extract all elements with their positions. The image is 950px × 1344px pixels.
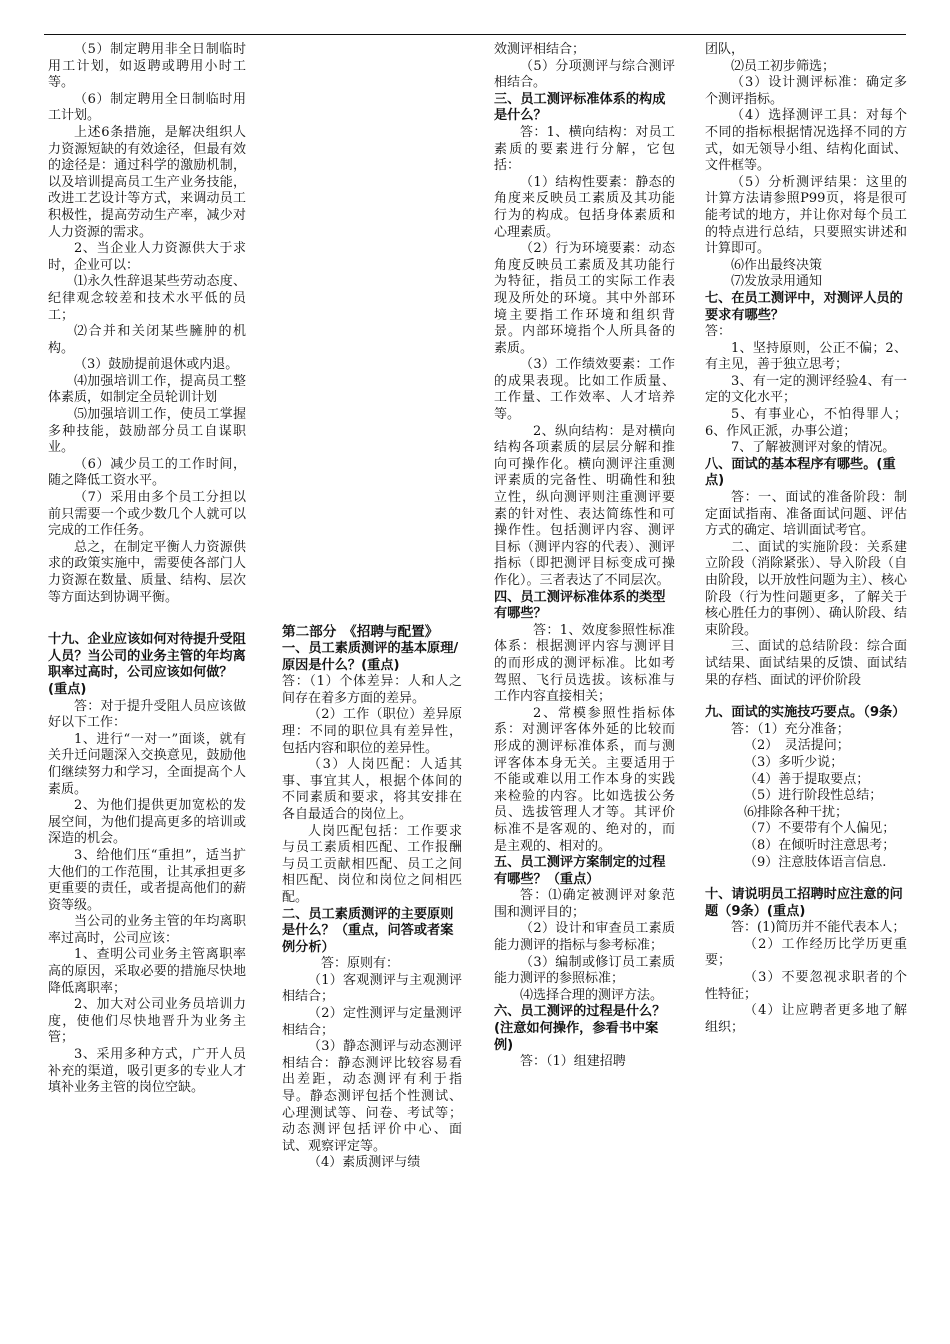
body-paragraph: 答：⑴确定被测评对象范围和测评目的； — [494, 888, 675, 920]
body-paragraph: 总之，在制定平衡人力资源供求的政策实施中，需要使各部门人力资源在数量、质量、结构、层次等方面达到协调平衡。 — [48, 539, 246, 605]
body-paragraph: 答：对于提升受阻人员应该做好以下工作： — [48, 698, 246, 731]
body-paragraph: 3、给他们压“重担”，适当扩大他们的工作范围，让其承担更多更重要的责任，或者提高他们的薪资等级。 — [48, 847, 246, 913]
body-paragraph: （2）设计和审查员工素质能力测评的指标与参考标准； — [494, 921, 675, 954]
body-paragraph: （3）鼓励提前退休或内退。 — [74, 357, 239, 373]
body-paragraph: （4）善于提取要点； — [744, 771, 870, 787]
body-paragraph: ⑹作出最终决策 — [731, 257, 823, 273]
body-paragraph: 效测评相结合； — [494, 42, 586, 57]
question-heading: 十九、企业应该如何对待提升受阻人员？当公司的业务主管的年均离职率过高时，公司应该如何做？(重点) — [48, 632, 246, 697]
body-paragraph: 答：(1)简历并不能代表本人； — [731, 920, 906, 936]
body-paragraph: 答：1、横向结构：对员工素质的要素进行分解，它包括： — [494, 124, 675, 174]
body-paragraph: 7、了解被测评对象的情况。 — [731, 440, 896, 456]
paragraph-gap — [705, 689, 907, 705]
body-paragraph: （3）工作绩效要素：工作的成果表现。比如工作质量、工作量、工作效率、人才培养等。 — [494, 357, 675, 423]
body-paragraph: （7）不要带有个人偏见； — [744, 821, 896, 837]
body-paragraph: ⑵合并和关闭某些臃肿的机构。 — [48, 324, 246, 356]
body-paragraph: （8）在倾听时注意思考； — [744, 837, 896, 853]
body-paragraph: （3）多听少说； — [744, 754, 844, 770]
body-paragraph: 上述6条措施，是解决组织人力资源短缺的有效途径，但最有效的途径是：通过科学的激励机制，以及培训提高员工生产业务技能，改进工艺设计等方式，来调动员工积极性，提高劳动生产率，减少对人力资源的需求。 — [48, 124, 246, 240]
body-paragraph: （4）让应聘者更多地了解组织； — [705, 1003, 907, 1035]
body-paragraph: （2）工作经历比学历更重要； — [705, 936, 907, 969]
body-paragraph: （1）客观测评与主观测评相结合； — [282, 972, 462, 1005]
body-paragraph: 当公司的业务主管的年均离职率过高时，公司应该： — [48, 914, 246, 946]
body-paragraph: （5）制定聘用非全日制临时用工计划，如返聘或聘用小时工等。 — [48, 42, 246, 91]
body-paragraph: （4）素质测评与绩 — [308, 1155, 421, 1171]
header-rule — [44, 34, 906, 35]
body-paragraph: 团队， — [705, 42, 745, 57]
body-paragraph: ⑸加强培训工作，使员工掌握多种技能，鼓励部分员工自谋职业。 — [48, 407, 246, 456]
body-paragraph: 2、纵向结构：是对横向结构各项素质的层层分解和推向可操作化。横向测评注重测评素质的完备性、明确性和独立性，纵向测评则注重测评要素的针对性、表达简练性和可操作性。包括测评内容、测评目标（测评内容的代表）、测评指标（即把测评目标变成可操作化）。三者表达了不同层次。 — [494, 423, 675, 588]
question-heading: 三、员工测评标准体系的构成是什么？ — [494, 91, 666, 124]
text-column-3 — [494, 42, 675, 1071]
paragraph-gap — [48, 606, 246, 632]
body-paragraph: （2）工作（职位）差异原理：不同的职位具有差异性，包括内容和职位的差异性。 — [282, 707, 462, 756]
text-column-4 — [705, 42, 907, 1036]
body-paragraph: （5）分项测评与综合测评相结合。 — [494, 58, 675, 91]
body-paragraph: （3）不要忽视求职者的个性特征； — [705, 970, 907, 1002]
body-paragraph: 答：（1）组建招聘 — [520, 1054, 626, 1070]
question-heading: 一、员工素质测评的基本原理/原因是什么？(重点) — [282, 641, 459, 673]
body-paragraph: 答：（1）充分准备； — [731, 721, 850, 737]
body-paragraph: （4）选择测评工具：对每个不同的指标根据情况选择不同的方式，如无领导小组、结构化面试、文件框等。 — [705, 108, 907, 174]
question-heading: 八、面试的基本程序有哪些。(重点) — [705, 456, 896, 489]
body-paragraph: （5）分析测评结果：这里的计算方法请参照P99页，将是很可能考试的地方，并让你对每个员工的特点进行总结，只要照实讲述和计算即可。 — [705, 174, 907, 257]
body-paragraph: 答： — [705, 324, 732, 340]
question-heading: 五、员工测评方案制定的过程有哪些？（重点） — [494, 855, 666, 887]
body-paragraph: 答：1、效度参照性标准体系：根据测评内容与测评目的而形成的测评标准。比如考驾照、飞行员选拔。该标准与工作内容直接相关； — [494, 622, 675, 705]
body-paragraph: （2） 灵活提问； — [744, 738, 850, 754]
body-paragraph: 二、面试的实施阶段：关系建立阶段（消除紧张）、导入阶段（自由阶段，以开放性问题为主）、核心阶段（行为性问题更多，了解关于核心胜任力的事例）、确认阶段、结束阶段。 — [705, 539, 907, 638]
body-paragraph: （3）静态测评与动态测评相结合：静态测评比较容易看出差距，动态测评有利于指导。静态测评包括个性测试、心理测试等、问卷、考试等；动态测评包括评价中心、面试、观察评定等。 — [282, 1039, 462, 1154]
body-paragraph: ⑷加强培训工作，提高员工整体素质，如制定全员轮训计划 — [48, 373, 246, 406]
column-spacer — [282, 42, 462, 624]
body-paragraph: （1）结构性要素：静态的角度来反映员工素质及其功能行为的构成。包括身体素质和心理素质。 — [494, 174, 675, 240]
body-paragraph: 2、加大对公司业务员培训力度，使他们尽快地晋升为业务主管； — [48, 997, 246, 1046]
body-paragraph: ⑹排除各种干扰； — [744, 804, 849, 820]
body-paragraph: （5）进行阶段性总结； — [744, 788, 883, 804]
question-heading: 七、在员工测评中，对测评人员的要求有哪些？ — [705, 290, 903, 323]
body-paragraph: （9）注意肢体语言信息. — [744, 854, 887, 870]
text-column-1 — [48, 42, 246, 1097]
body-paragraph: 3、采用多种方式，广开人员补充的渠道，吸引更多的专业人才填补业务主管的岗位空缺。 — [48, 1047, 246, 1096]
body-paragraph: （2）行为环境要素：动态角度反映员工素质及其功能行为特征，指员工的实际工作表现及所处的环境。其中外部环境主要指工作环境和组织背景。内部环境指个人所具备的素质。 — [494, 241, 675, 356]
question-heading: 四、员工测评标准体系的类型有哪些？ — [494, 589, 666, 622]
body-paragraph: 1、进行“一对一”面谈，就有关升迁问题深入交换意见，鼓励他们继续努力和学习，全面提高个人素质。 — [48, 731, 246, 797]
body-paragraph: 2、常模参照性指标体系：对测评客体外延的比较而形成的测评标准体系，而与测评客体本身无关。主要适用于不能或难以用工作本身的实践来检验的内容。比如选拔公务员、选拔管理人才等。其评价标准不是客观的、绝对的，而是主观的、相对的。 — [494, 705, 675, 854]
body-paragraph: ⑵员工初步筛选； — [731, 58, 836, 74]
body-paragraph: （6）减少员工的工作时间，随之降低工资水平。 — [48, 456, 246, 489]
body-paragraph: 2、为他们提供更加宽松的发展空间，为他们提高更多的培训或深造的机会。 — [48, 798, 246, 847]
body-paragraph: （6）制定聘用全日制临时用工计划。 — [48, 91, 246, 124]
body-paragraph: 1、坚持原则，公正不偏；2、有主见，善于独立思考； — [705, 340, 907, 373]
body-paragraph: ⑷选择合理的测评方法。 — [520, 987, 664, 1003]
body-paragraph: 2、当企业人力资源供大于求时，企业可以： — [48, 241, 246, 273]
body-paragraph: 3、有一定的测评经验4、有一定的文化水平； — [705, 373, 907, 406]
question-heading: 二、员工素质测评的主要原则是什么？（重点，问答或者案例分析） — [282, 906, 454, 955]
body-paragraph: ⑴永久性辞退某些劳动态度、纪律观念较差和技术水平低的员工； — [48, 274, 246, 323]
question-heading: 十、请说明员工招聘时应注意的问题（9条）(重点) — [705, 887, 903, 919]
body-paragraph: （3）人岗匹配：人适其事、事宜其人，根据个体间的不同素质和要求，将其安排在各自最适合的岗位上。 — [282, 757, 462, 822]
body-paragraph: 5、有事业心，不怕得罪人；6、作风正派，办事公道； — [705, 407, 907, 439]
paragraph-gap — [705, 871, 907, 887]
body-paragraph: 答：（1）个体差异：人和人之间存在着多方面的差异。 — [282, 674, 462, 706]
body-paragraph: ⑺发放录用通知 — [731, 274, 823, 290]
question-heading: 六、员工测评的过程是什么？(注意如何操作，参看书中案例) — [494, 1004, 666, 1053]
body-paragraph: （7）采用由多个员工分担以前只需要一个或少数几个人就可以完成的工作任务。 — [48, 490, 246, 539]
body-paragraph: 人岗匹配包括：工作要求与员工素质相匹配、工作报酬与员工贡献相匹配、员工之间相匹配、岗位和岗位之间相匹配。 — [282, 823, 462, 905]
body-paragraph: 三、面试的总结阶段：综合面试结果、面试结果的反馈、面试结果的存档、面试的评价阶段 — [705, 639, 907, 688]
body-paragraph: 答：一、面试的准备阶段：制定面试指南、准备面试问题、评估方式的确定、培训面试考官。 — [705, 490, 907, 539]
body-paragraph: 答：原则有： — [321, 956, 400, 972]
body-paragraph: （2）定性测评与定量测评相结合； — [282, 1006, 462, 1038]
body-paragraph: （3）设计测评标准：确定多个测评指标。 — [705, 75, 907, 107]
body-paragraph: 1、查明公司业务主管离职率高的原因，采取必要的措施尽快地降低离职率； — [48, 947, 246, 996]
question-heading: 九、面试的实施技巧要点。（9条） — [705, 705, 906, 721]
text-column-2 — [282, 42, 462, 1172]
part-title: 第二部分 《招聘与配置》 — [282, 624, 439, 640]
body-paragraph: （3）编制或修订员工素质能力测评的参照标准； — [494, 954, 675, 987]
